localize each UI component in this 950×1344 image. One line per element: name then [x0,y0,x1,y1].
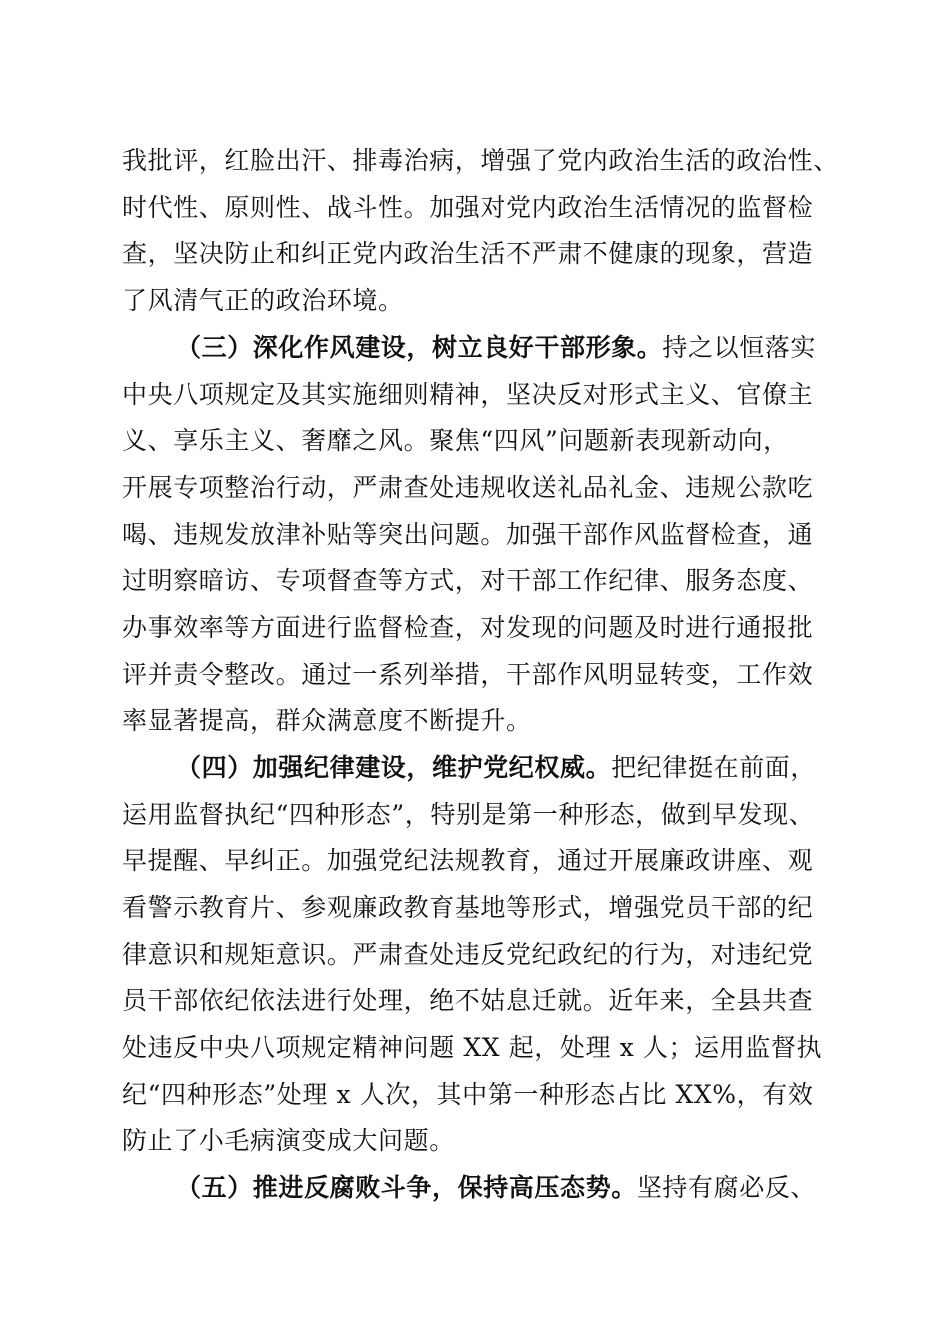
body-text: 办事效率等方面进行监督检查，对发现的问题及时进行通报批 [122,613,814,642]
paragraph-line [122,520,842,550]
paragraph-line [122,706,842,736]
section-heading: （四）加强纪律建设，维护党纪权威。 [176,753,612,782]
body-text: 开展专项整治行动，严肃查处违规收送礼品礼金、违规公款吃 [122,473,814,502]
section-heading: （三）深化作风建设，树立良好干部形象。 [176,333,663,362]
paragraph-line [122,473,842,503]
section-heading-line [176,753,896,783]
body-text: 我批评，红脸出汗、排毒治病，增强了党内政治生活的政治性、 [122,146,839,175]
body-text: 运用监督执纪“四种形态”，特别是第一种形态，做到早发现、 [122,800,815,829]
body-text: 率显著提高，群众满意度不断提升。 [122,706,532,735]
paragraph-line [122,986,842,1016]
paragraph-line [122,613,842,643]
paragraph-line [122,566,842,596]
body-text: 喝、违规发放津补贴等突出问题。加强干部作风监督检查，通 [122,520,814,549]
section-heading: （五）推进反腐败斗争，保持高压态势。 [176,1173,637,1202]
paragraph-line [122,846,842,876]
section-heading-line [176,1173,896,1203]
body-text: 员干部依纪依法进行处理，绝不姑息迁就。近年来，全县共查 [122,986,814,1015]
paragraph-line [122,1126,842,1156]
section-heading-line [176,333,896,363]
paragraph-line [122,426,842,456]
paragraph-line [122,239,842,269]
body-text: 过明察暗访、专项督查等方式，对干部工作纪律、服务态度、 [122,566,814,595]
body-text: 评并责令整改。通过一系列举措，干部作风明显转变，工作效 [122,660,814,689]
paragraph-line [122,660,842,690]
paragraph-line [122,940,842,970]
body-text: 了风清气正的政治环境。 [122,286,404,315]
paragraph-line [122,286,842,316]
body-text: 处违反中央八项规定精神问题 XX 起，处理 x 人；运用监督执 [122,1033,823,1062]
body-text: 中央八项规定及其实施细则精神，坚决反对形式主义、官僚主 [122,380,814,409]
body-text: 坚持有腐必反、 [636,1173,817,1202]
body-text: 纪“四种形态”处理 x 人次，其中第一种形态占比 XX%，有效 [122,1080,814,1109]
paragraph-line [122,1080,842,1110]
body-text: 早提醒、早纠正。加强党纪法规教育，通过开展廉政讲座、观 [122,846,814,875]
paragraph-line [122,1033,842,1063]
body-text: 查，坚决防止和纠正党内政治生活不严肃不健康的现象，营造 [122,239,814,268]
paragraph-line [122,193,842,223]
body-text: 看警示教育片、参观廉政教育基地等形式，增强党员干部的纪 [122,893,814,922]
body-text: 时代性、原则性、战斗性。加强对党内政治生活情况的监督检 [122,193,814,222]
body-text: 律意识和规矩意识。严肃查处违反党纪政纪的行为，对违纪党 [122,940,814,969]
paragraph-line [122,380,842,410]
paragraph-line [122,800,842,830]
paragraph-line [122,146,842,176]
body-text: 把纪律挺在前面， [611,753,817,782]
paragraph-line [122,893,842,923]
body-text: 义、享乐主义、奢靡之风。聚焦“四风”问题新表现新动向， [122,426,789,455]
body-text: 防止了小毛病演变成大问题。 [122,1126,455,1155]
body-text: 持之以恒落实 [662,333,817,362]
